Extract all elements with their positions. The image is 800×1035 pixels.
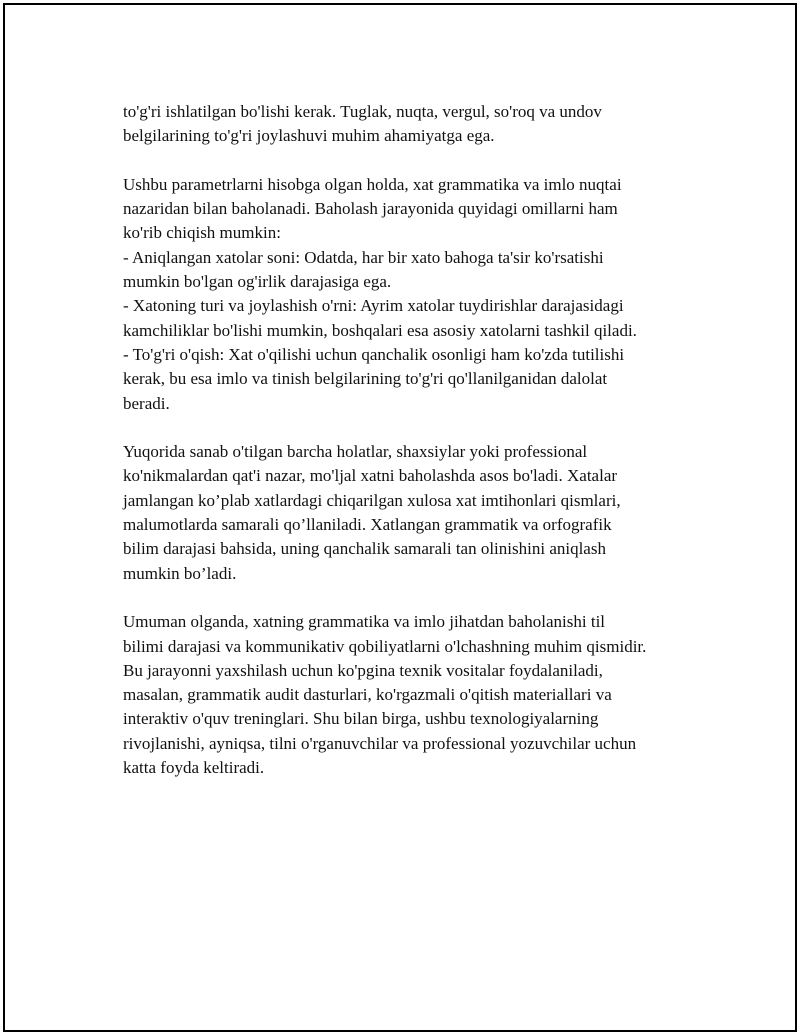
text-line: ko'rib chiqish mumkin: [123,223,281,243]
text-line: nazaridan bilan baholanadi. Baholash jarayonida quyidagi omillarni ham [123,199,618,219]
text-line: ko'nikmalardan qat'i nazar, mo'ljal xatni baholashda asos bo'ladi. Xatalar [123,466,618,486]
list-item-line: - To'g'ri o'qish: Xat o'qilishi uchun qanchalik osonligi ham ko'zda tutilishi [123,344,625,364]
text-line: Bu jarayonni yaxshilash uchun ko'pgina texnik vositalar foydalaniladi, [123,660,603,680]
text-line: jamlangan ko’plab xatlardagi chiqarilgan xulosa xat imtihonlari qismlari, [123,490,621,510]
document-body [123,100,693,805]
paragraph-2 [123,173,693,416]
text-line: Yuqorida sanab o'tilgan barcha holatlar, shaxsiylar yoki professional [123,442,588,462]
text-line: to'g'ri ishlatilgan bo'lishi kerak. Tuglak, nuqta, vergul, so'roq va undov [123,102,602,121]
text-line: belgilarining to'g'ri joylashuvi muhim ahamiyatga ega. [123,126,495,146]
text-line: bilimi darajasi va kommunikativ qobiliyatlarni o'lchashning muhim qismidir. [123,636,647,656]
text-line: kamchiliklar bo'lishi mumkin, boshqalari esa asosiy xatolarni tashkil qiladi. [123,320,637,340]
page-frame [3,3,797,1032]
paragraph-4 [123,610,693,780]
text-line: rivojlanishi, ayniqsa, tilni o'rganuvchilar va professional yozuvchilar uchun [123,733,637,753]
text-line: katta foyda keltiradi. [123,758,265,778]
text-line: mumkin bo'lgan og'irlik darajasiga ega. [123,272,392,292]
paragraph-1 [123,100,693,149]
text-line: Ushbu parametrlarni hisobga olgan holda, xat grammatika va imlo nuqtai [123,174,622,194]
text-line: bilim darajasi bahsida, uning qanchalik samarali tan olinishini aniqlash [123,539,606,559]
text-line: interaktiv o'quv treninglari. Shu bilan birga, ushbu texnologiyalarning [123,709,599,729]
list-item-line: - Aniqlangan xatolar soni: Odatda, har bir xato bahoga ta'sir ko'rsatishi [123,247,604,267]
text-line: mumkin bo’ladi. [123,563,237,583]
text-line: kerak, bu esa imlo va tinish belgilarining to'g'ri qo'llanilganidan dalolat [123,369,608,389]
list-item-line: - Xatoning turi va joylashish o'rni: Ayrim xatolar tuydirishlar darajasidagi [123,296,624,316]
text-line: malumotlarda samarali qo’llaniladi. Xatlangan grammatik va orfografik [123,515,612,535]
text-line: masalan, grammatik audit dasturlari, ko'rgazmali o'qitish materiallari va [123,685,612,705]
paragraph-3 [123,440,693,586]
text-line: beradi. [123,393,170,413]
text-line: Umuman olganda, xatning grammatika va imlo jihatdan baholanishi til [123,612,606,632]
